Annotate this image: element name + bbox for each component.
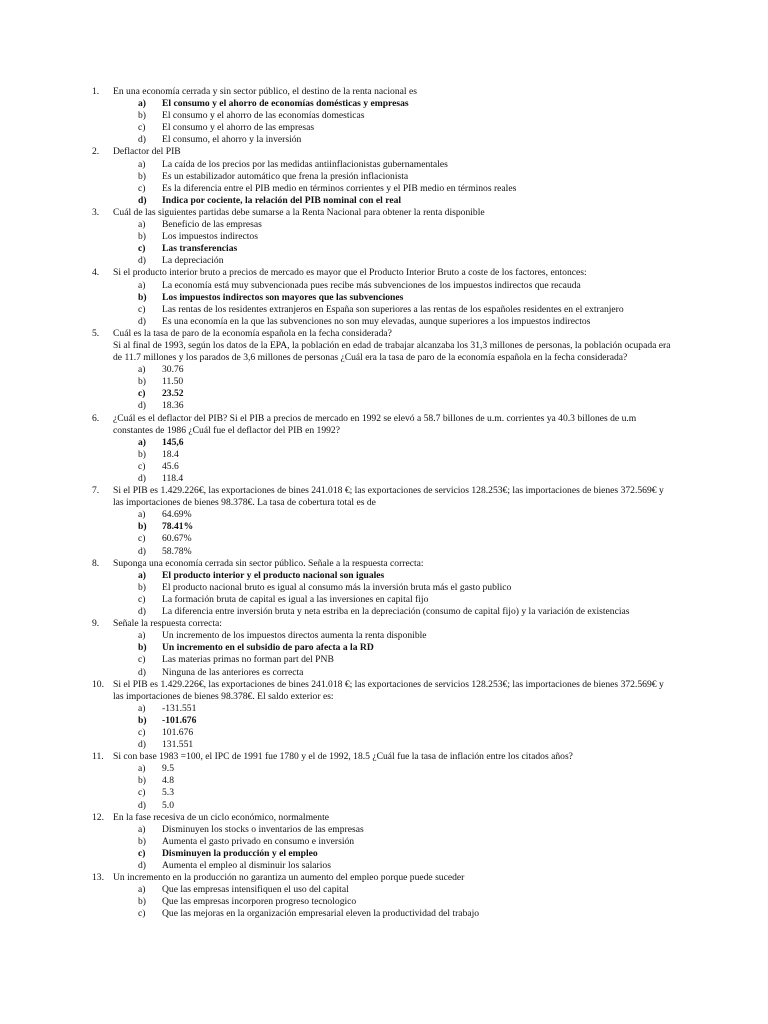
option-label: b) <box>138 896 146 908</box>
option-label: d) <box>138 134 146 146</box>
question-number: 1. <box>92 86 100 97</box>
question-number: 4. <box>92 267 100 279</box>
question-text: Si el PIB es 1.429.226€, las exportaciones de bines 241.018 €; las exportaciones de servicios 128.253€; las importaciones de bienes 372.569€ y las importaciones de bienes 98.378€. La tasa de cobertura total es de <box>113 485 664 509</box>
question-text: Deflactor del PIB <box>113 146 181 158</box>
option-label: c) <box>138 388 146 400</box>
option-label: c) <box>138 182 146 194</box>
option <box>0 824 768 836</box>
option-label: b) <box>138 170 146 182</box>
option-text: La formación bruta de capital es igual a las inversiones en capital fijo <box>162 593 429 605</box>
question-text: Un incremento en la producción no garantiza un aumento del empleo porque puede suceder <box>113 872 465 884</box>
option-text: Aumenta el gasto privado en consumo e inversión <box>162 835 355 847</box>
option-correct <box>0 243 768 255</box>
option-text: Es un estabilizador automático que frena la presión inflacionista <box>162 170 409 182</box>
option <box>0 860 768 872</box>
option-text: El producto interior y el producto nacional son iguales <box>162 569 385 581</box>
option-text: 5.3 <box>162 787 174 799</box>
option <box>0 739 768 751</box>
option-correct <box>0 570 768 582</box>
option-text: Beneficio de las empresas <box>162 219 262 231</box>
option-text: 18.4 <box>162 448 179 460</box>
option-text: 30.76 <box>162 364 184 376</box>
option-correct <box>0 195 768 207</box>
option-label: b) <box>138 110 146 122</box>
option-label: c) <box>138 122 146 134</box>
option <box>0 908 768 920</box>
option-label: d) <box>138 255 146 267</box>
option <box>0 183 768 195</box>
option-label: d) <box>138 666 146 678</box>
option-label: b) <box>138 521 147 533</box>
option <box>0 280 768 292</box>
option-text: Aumenta el empleo al disminuir los salarios <box>162 860 331 871</box>
option-label: a) <box>138 569 146 581</box>
option-text: La caída de los precios por las medidas antiinflacionistas gubernamentales <box>162 158 448 170</box>
question-text: Cuál de las siguientes partidas debe sumarse a la Renta Nacional para obtener la renta disponible <box>113 206 485 218</box>
option-label: a) <box>138 884 146 896</box>
question-12 <box>0 812 768 872</box>
option <box>0 449 768 461</box>
question-number: 3. <box>92 206 100 218</box>
question-1 <box>0 86 768 146</box>
option-text: 45.6 <box>162 460 179 472</box>
question-number: 2. <box>92 146 100 158</box>
option <box>0 473 768 485</box>
option-label: c) <box>138 654 146 666</box>
option-label: b) <box>138 376 146 388</box>
option-label: d) <box>138 473 146 484</box>
question-text: Cuál es la tasa de paro de la economía española en la fecha considerada? <box>113 327 392 339</box>
option-correct <box>0 292 768 304</box>
option <box>0 110 768 122</box>
question-number: 13. <box>92 872 104 884</box>
option-label: c) <box>138 726 146 738</box>
option-text: Ninguna de las anteriores es correcta <box>162 666 304 678</box>
option <box>0 800 768 812</box>
option-text: 5.0 <box>162 799 174 811</box>
option <box>0 763 768 775</box>
question-2 <box>0 146 768 206</box>
option <box>0 630 768 642</box>
question-number: 10. <box>92 678 104 690</box>
option-text: 118.4 <box>162 473 184 484</box>
option <box>0 606 768 618</box>
option-label: a) <box>138 279 146 291</box>
option-text: 18.36 <box>162 400 184 412</box>
option-label: a) <box>138 436 146 448</box>
option-text: 60.67% <box>162 533 192 545</box>
option-text: Que las mejoras en la organización empresarial eleven la productividad del trabajo <box>162 908 480 920</box>
option-text: Un incremento en el subsidio de paro afecta a la RD <box>162 642 374 654</box>
option-label: a) <box>138 763 146 775</box>
option-label: d) <box>138 545 146 557</box>
option-label: d) <box>138 739 146 751</box>
option-text: Las transferencias <box>162 243 238 255</box>
option <box>0 171 768 183</box>
option-correct <box>0 388 768 400</box>
option-text: La economía está muy subvencionada pues recibe más subvenciones de los impuestos indirectos que recauda <box>162 279 581 291</box>
question-4 <box>0 267 768 327</box>
option-text: El consumo y el ahorro de las economías domesticas <box>162 110 365 122</box>
question-6 <box>0 413 768 486</box>
option-text: Los impuestos indirectos son mayores que las subvenciones <box>162 291 404 303</box>
question-13 <box>0 872 768 920</box>
option-text: 101.676 <box>162 726 194 738</box>
option <box>0 546 768 558</box>
option-label: d) <box>138 400 146 412</box>
question-text: Señale la respuesta correcta: <box>113 618 222 630</box>
option-text: 58.78% <box>162 545 192 557</box>
option-label: b) <box>138 291 147 303</box>
option-text: El producto nacional bruto es igual al consumo más la inversión bruta más el gasto publico <box>162 581 512 593</box>
option-label: a) <box>138 364 146 376</box>
question-10 <box>0 679 768 752</box>
option-label: b) <box>138 581 146 593</box>
option <box>0 400 768 412</box>
option <box>0 219 768 231</box>
option <box>0 509 768 521</box>
option-correct <box>0 642 768 654</box>
option-label: c) <box>138 593 146 605</box>
question-number: 12. <box>92 811 104 823</box>
option <box>0 304 768 316</box>
option-text: Que las empresas intensifiquen el uso del capital <box>162 884 349 896</box>
question-text: ¿Cuál es el deflactor del PIB? Si el PIB a precios de mercado en 1992 se elevó a 58.7 billones de u.m. corrientes ya 40.3 billones de u.m constantes de 1986 ¿Cuál fue el deflactor del PIB en 1992? <box>113 412 637 436</box>
option-correct <box>0 848 768 860</box>
option-label: a) <box>138 823 146 835</box>
option <box>0 654 768 666</box>
question-number: 8. <box>92 557 100 569</box>
option <box>0 134 768 146</box>
option <box>0 787 768 799</box>
option-label: d) <box>138 194 147 206</box>
option-text: 131.551 <box>162 739 194 751</box>
option-label: c) <box>138 243 146 255</box>
question-text: Si con base 1983 =100, el IPC de 1991 fue 1780 y el de 1992, 18.5 ¿Cuál fue la tasa de inflación entre los citados años? <box>113 751 573 763</box>
option <box>0 255 768 267</box>
option <box>0 376 768 388</box>
option-label: b) <box>138 775 146 787</box>
option-text: Que las empresas incorporen progreso tecnologico <box>162 896 357 908</box>
option-label: a) <box>138 219 146 231</box>
option-text: Es una economía en la que las subvenciones no son muy elevadas, aunque superiores a los impuestos indirectos <box>162 315 591 327</box>
option-text: El consumo y el ahorro de las empresas <box>162 122 315 134</box>
question-3 <box>0 207 768 267</box>
option-label: a) <box>138 98 146 110</box>
option-label: c) <box>138 460 146 472</box>
question-number: 9. <box>92 618 100 630</box>
option-label: b) <box>138 448 146 460</box>
option-label: a) <box>138 509 146 521</box>
option-label: d) <box>138 860 146 871</box>
option <box>0 884 768 896</box>
option <box>0 896 768 908</box>
option <box>0 533 768 545</box>
option-text: Los impuestos indirectos <box>162 231 258 243</box>
option <box>0 582 768 594</box>
option-label: d) <box>138 606 146 618</box>
option-text: -101.676 <box>162 714 197 726</box>
option-correct <box>0 715 768 727</box>
question-text: Si el producto interior bruto a precios de mercado es mayor que el Producto Interior Bruto a coste de los factores, entonces: <box>113 267 587 279</box>
option-text: Disminuyen los stocks o inventarios de las empresas <box>162 823 364 835</box>
question-text: En la fase recesiva de un ciclo económico, normalmente <box>113 811 330 823</box>
option <box>0 461 768 473</box>
option-text: 78.41% <box>162 521 194 533</box>
question-9 <box>0 618 768 678</box>
question-text: En una economía cerrada y sin sector público, el destino de la renta nacional es <box>113 86 417 97</box>
option-text: 4.8 <box>162 775 174 787</box>
option-label: a) <box>138 702 146 714</box>
option-correct <box>0 98 768 110</box>
option-label: b) <box>138 714 147 726</box>
option-text: 64.69% <box>162 509 192 521</box>
question-number: 6. <box>92 412 100 424</box>
option-label: c) <box>138 908 146 920</box>
option <box>0 703 768 715</box>
question-text: Suponga una economía cerrada sin sector público. Señale a la respuesta correcta: <box>113 557 424 569</box>
option-text: Disminuyen la producción y el empleo <box>162 847 318 859</box>
option-text: La depreciación <box>162 255 224 267</box>
option <box>0 316 768 328</box>
option-text: -131.551 <box>162 702 197 714</box>
option <box>0 594 768 606</box>
option-text: La diferencia entre inversión bruta y neta estriba en la depreciación (consumo de capital fijo) y la variación de existencias <box>162 606 630 618</box>
option-text: 9.5 <box>162 763 174 775</box>
option-text: El consumo, el ahorro y la inversión <box>162 134 302 146</box>
option-label: a) <box>138 158 146 170</box>
option-text: Indica por cociente, la relación del PIB nominal con el real <box>162 194 402 206</box>
option <box>0 727 768 739</box>
option-text: 23.52 <box>162 388 184 400</box>
option-text: Las rentas de los residentes extranjeros en España son superiores a las rentas de los españoles residentes en el extranjero <box>162 303 624 315</box>
question-extra-text: Si al final de 1993, según los datos de la EPA, la población en edad de trabajar alcanzaba los 31,3 millones de personas, la población ocupada era de 11.7 millones y los parados de 3,6 millones de personas ¿Cuál era la tasa de paro de la economía española en la fecha considerada? <box>113 339 671 364</box>
option-text: 11.50 <box>162 376 184 388</box>
option-label: d) <box>138 315 146 327</box>
option-label: c) <box>138 303 146 315</box>
option-label: d) <box>138 799 146 811</box>
option-text: Las materias primas no forman part del PNB <box>162 654 334 666</box>
question-number: 11. <box>92 751 104 763</box>
option <box>0 122 768 134</box>
option <box>0 159 768 171</box>
option <box>0 231 768 243</box>
question-11 <box>0 751 768 811</box>
option-label: c) <box>138 847 146 859</box>
option <box>0 836 768 848</box>
option-correct <box>0 437 768 449</box>
option-text: Es la diferencia entre el PIB medio en términos corrientes y el PIB medio en términos reales <box>162 182 517 194</box>
question-8 <box>0 558 768 618</box>
question-text: Si el PIB es 1.429.226€, las exportaciones de bines 241.018 €; las exportaciones de servicios 128.253€; las importaciones de bienes 372.569€ y las importaciones de bienes 98.378€. El saldo exterior es: <box>113 678 664 702</box>
option-label: c) <box>138 787 146 799</box>
option-label: a) <box>138 630 146 642</box>
option-label: b) <box>138 642 147 654</box>
option-text: 145,6 <box>162 436 184 448</box>
option-label: b) <box>138 231 146 243</box>
option <box>0 667 768 679</box>
option <box>0 775 768 787</box>
question-number: 7. <box>92 485 100 497</box>
option-label: b) <box>138 835 146 847</box>
option-correct <box>0 521 768 533</box>
option <box>0 364 768 376</box>
question-5 <box>0 328 768 413</box>
question-7 <box>0 485 768 558</box>
option-label: c) <box>138 533 146 545</box>
question-number: 5. <box>92 327 100 339</box>
option-text: Un incremento de los impuestos directos aumenta la renta disponible <box>162 630 427 642</box>
option-text: El consumo y el ahorro de economías domésticas y empresas <box>162 98 409 110</box>
